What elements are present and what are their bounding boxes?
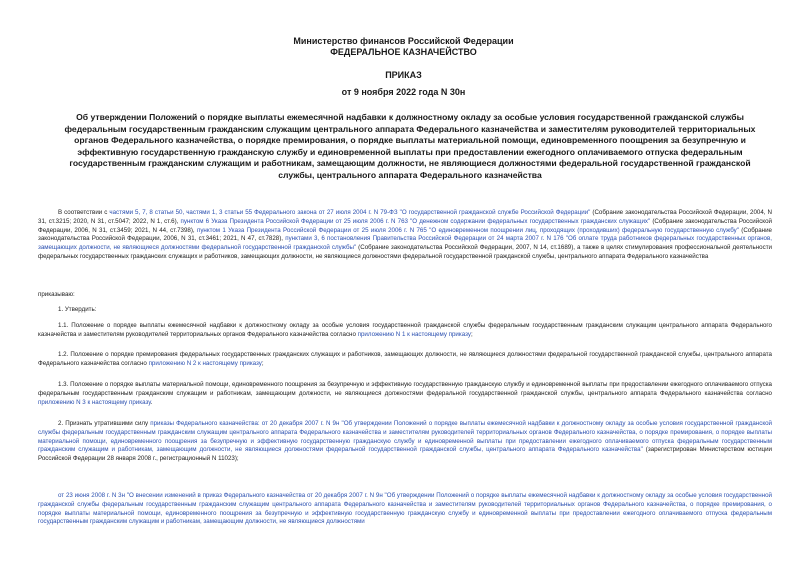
ministry-name: Министерство финансов Российской Федерации (293, 36, 514, 46)
item-text: 1.3. Положение о порядке выплаты материальной помощи, единовременного поощрения за безупречную и эффективную государственную гражданскую службу и единовременной выплаты при предоставлении ежегодного оплачиваемого отпуска федеральным государственным гражданским служащим и работникам, замещающим должности, не являющиеся должностями федеральной государственной гражданской службы, центрального аппарата Федерального казначейства согласно (38, 381, 772, 397)
item-text: ; (261, 359, 264, 367)
item-1-1 (38, 322, 772, 340)
item-text: ; (470, 330, 473, 338)
preamble (38, 209, 772, 262)
agency-name: ФЕДЕРАЛЬНОЕ КАЗНАЧЕЙСТВО (330, 47, 477, 57)
order-3n-link[interactable]: от 23 июня 2008 г. N 3н "О внесении изменений в приказ Федерального казначейства от 20 декабря 2007 г. N 9н "Об утверждении Положений о порядке выплаты ежемесячной надбавки к должностному окладу за особые условия государственной гражданской службы федеральным государственным гражданским служащим центрального аппарата Федерального казначейства и заместителям руководителей территориальных органов Федерального казначейства, о порядке премирования, о порядке выплаты материальной помощи, единовременного поощрения за безупречную и эффективную государственную гражданскую службу и единовременной выплаты при предоставлении ежегодного оплачиваемого отпуска федеральным государственным гражданским служащим и работникам, замещающим должности, не являющиеся должностями (38, 492, 772, 526)
appendix-2-link[interactable]: приложению N 2 к настоящему приказу (148, 359, 262, 367)
preamble-text: В соответствии с (58, 209, 110, 216)
order-9n-link[interactable]: приказы Федерального казначейства: от 20 декабря 2007 г. N 9н "Об утверждении Положений о порядке выплаты ежемесячной надбавки к должностному окладу за особые условия государственной гражданской службы федеральным государственным гражданским служащим центрального аппарата Федерального казначейства и заместителям руководителей территориальных органов Федерального казначейства, о порядке премирования, о порядке выплаты материальной помощи, единовременного поощрения за безупречную и эффективную государственную гражданскую службу и единовременной выплаты при предоставлении ежегодного оплачиваемого отпуска федеральным государственным гражданским служащим и работникам, замещающим должности, не являющиеся должностями федеральной государственной гражданской службы, центрального аппарата Федерального казначейства" (38, 420, 772, 454)
decree-763-link[interactable]: пунктом 6 Указа Президента Российской Федерации от 25 июля 2006 г. N 763 "О денежном содержании федеральных государственных гражданских служащих" (180, 217, 651, 225)
preamble-text: (Собрание законодательства Российской Федерации, 2006, N 31, ст.3461; 2021, N 47, ст.7828), (38, 226, 772, 243)
preamble-text: (Собрание законодательства Российской Федерации, 2004, N 31, ст.3215; 2020, N 31, ст.5047; 2022, N 1, ст.6), (38, 209, 772, 225)
item-text: 1.2. Положение о порядке премирования федеральных государственных гражданских служащих и работников, замещающих должности, не являющиеся должностями федеральной государственной гражданской службы, центрального аппарата Федерального казначейства согласно (38, 351, 772, 367)
appendix-1-link[interactable]: приложению N 1 к настоящему приказу (357, 330, 471, 338)
document-title: Об утверждении Положений о порядке выплаты ежемесячной надбавки к должностному окладу за особые условия государственной гражданской службы федеральным государственным гражданским служащим центрального аппарата Федерального казначейства и заместителям руководителей территориальных органов Федерального казначейства, о порядке премирования, о порядке выплаты материальной помощи, единовременного поощрения за безупречную и эффективную государственную гражданскую службу и единовременной выплаты при предоставлении ежегодного оплачиваемого отпуска федеральным государственным гражданским служащим и работникам, замещающим должности, не являющиеся должностями федеральной государственной гражданской службы, центрального аппарата Федерального казначейства (64, 112, 756, 180)
item-text: . (150, 398, 153, 406)
item-2-b (38, 492, 772, 527)
item-1-3 (38, 381, 772, 407)
item-1-2 (38, 351, 772, 369)
item-text: 1.1. Положение о порядке выплаты ежемесячной надбавки к должностному окладу за особые условия государственной гражданской службы федеральным государственным гражданским служащим центрального аппарата Федерального казначейства и заместителям руководителей территориальных органов Федерального казначейства согласно (38, 322, 772, 338)
item-2 (38, 420, 772, 464)
preamble-text: (Собрание законодательства Российской Федерации, 2006, N 31, ст.3459; 2021, N 44, ст.7398), (38, 217, 772, 234)
preamble-text: (Собрание законодательства Российской Федерации, 2007, N 14, ст.1689), а также в целях стимулирования профессиональной деятельности федеральных государственных гражданских служащих и работников, замещающих должности, не являющиеся должностями федеральной государственной гражданской службы, центрального аппарата Федерального казначейства (38, 244, 772, 260)
law-79fz-link[interactable]: частями 5, 7, 8 статьи 50, частями 1, 3 статьи 55 Федерального закона от 27 июля 2004 г. N 79-ФЗ "О государственной гражданской службе Российской Федерации" (109, 209, 591, 216)
resolution-176-link[interactable]: пунктами 3, 6 постановления Правительства Российской Федерации от 24 марта 2007 г. N 176 "Об оплате труда работников федеральных государственных органов, замещающих должности, не являющиеся должностями федеральной государственной гражданской службы" (38, 235, 772, 252)
item-1-approve: 1. Утвердить: (58, 306, 97, 313)
document-date-number: от 9 ноября 2022 года N 30н (341, 87, 466, 97)
item-text: 2. Признать утратившими силу (58, 420, 151, 427)
appendix-3-link[interactable]: приложению N 3 к настоящему приказу (38, 398, 151, 406)
item-text: (зарегистрирован Министерством юстиции Российской Федерации 28 января 2008 г., регистрационный N 11023); (38, 446, 773, 463)
decree-765-link[interactable]: пунктом 1 Указа Президента Российской Федерации от 25 июля 2006 г. N 765 "О единовременном поощрении лиц, проходящих (проходивших) федеральную государственную службу" (196, 226, 739, 234)
order-word: приказываю: (38, 291, 75, 298)
document-type: ПРИКАЗ (385, 70, 422, 80)
